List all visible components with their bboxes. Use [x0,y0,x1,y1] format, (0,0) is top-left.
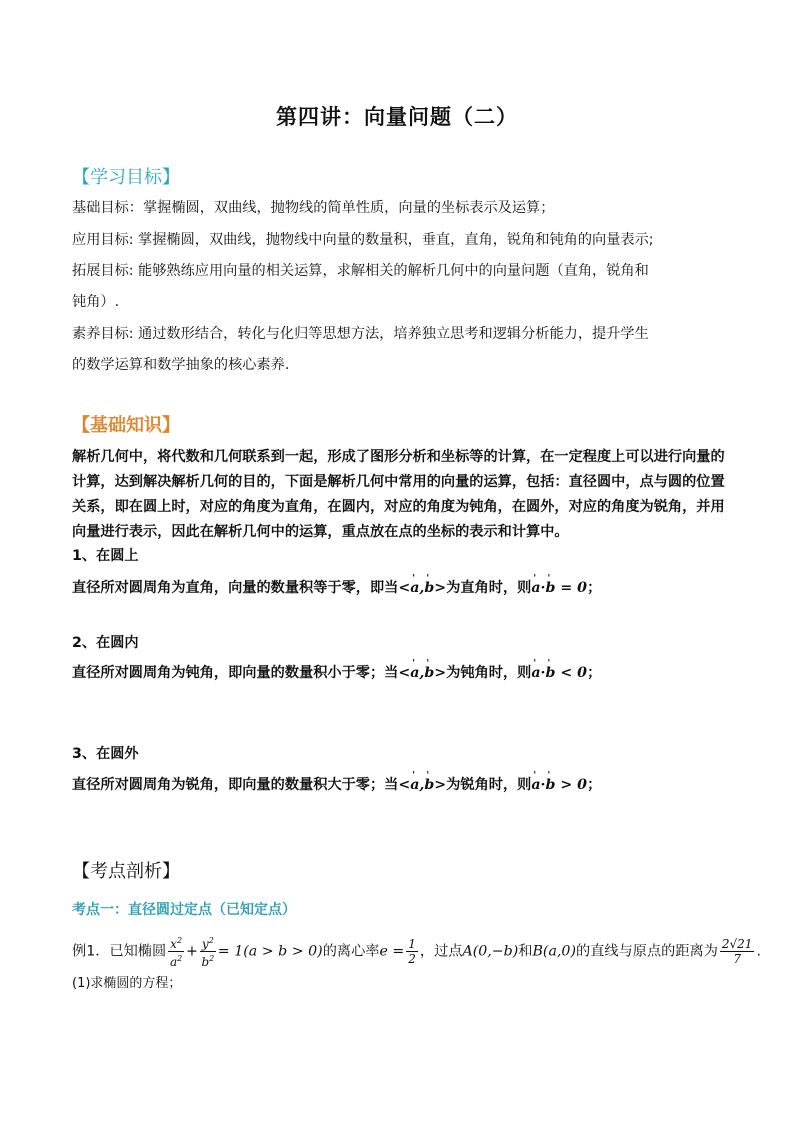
case-title: 2、在圆内 [72,635,139,651]
point-b: B(a,0) [532,943,576,960]
ellipse-y-term: $\frac{y^2}{b^2}$ [201,936,215,969]
distance-fraction: $\frac{2√21}{7}$ [721,937,753,966]
case-mid: 为钝角时，则 [446,665,532,681]
example-mid3: 的直线与原点的距离为 [576,943,718,960]
dot-product-expression: ' a·' b < 0 [531,665,587,681]
goal-line: 基础目标：掌握椭圆，双曲线，抛物线的简单性质，向量的坐标表示及运算； [72,200,555,216]
example-mid1: 的离心率 [322,943,380,960]
basics-intro-line: 向量进行表示，因此在解析几何中的运算，重点放在点的坐标的表示和计算中。 [72,524,569,540]
goal-line: 钝角）. [72,294,120,310]
eccentricity-fraction: $\frac{1}{2}$ [408,937,416,966]
goal-line: 应用目标: 掌握椭圆，双曲线，抛物线中向量的数量积，垂直，直角，锐角和钝角的向量表示; [72,232,654,248]
example-prefix: 例1．已知椭圆 [72,943,167,960]
dot-product-expression: ' a·' b > 0 [531,777,587,793]
example-1: 例1．已知椭圆 $\frac{x^2}{a^2}$ + $\frac{y^2}{b^2}$ = 1(a > b > 0)的离心率e = $\frac{1}{2}$ ，过点A(0,−b)和B(a,0)的直线与原点的距离为 $\frac{2√21}{7}$ . [72,936,761,969]
case-end: ； [587,580,602,596]
example-and: 和 [518,943,533,960]
ellipse-x-term: $\frac{x^2}{a^2}$ [169,936,183,969]
example-end: . [756,943,761,960]
case-statement [72,578,601,598]
case-text: 直径所对圆周角为直角，向量的数量积等于零，即当 [72,580,399,596]
eccentricity-label: e = [379,943,405,960]
case-text: 直径所对圆周角为钝角，即向量的数量积小于零；当 [72,665,399,681]
dot-product-expression: ' a·' b = 0 [531,580,587,596]
goal-line: 拓展目标: 能够熟练应用向量的相关运算，求解相关的解析几何中的向量问题（直角，锐角和 [72,263,649,279]
case-mid: 为锐角时，则 [446,777,532,793]
case-statement [72,775,601,795]
angle-expression: <' a,' b> [398,665,446,681]
learning-goals-heading: 【学习目标】 [72,167,180,188]
analysis-heading: 【考点剖析】 [72,861,180,882]
goal-line: 的数学运算和数学抽象的核心素养. [72,357,290,373]
ellipse-condition: (a > b > 0) [243,943,323,960]
case-end: ； [587,665,602,681]
basics-heading: 【基础知识】 [72,415,180,436]
ellipse-relation: = 1 [217,943,244,960]
question-1: (1)求椭圆的方程； [72,976,182,991]
goal-line: 素养目标: 通过数形结合，转化与化归等思想方法，培养独立思考和逻辑分析能力，提升学生 [72,326,649,342]
case-mid: 为直角时，则 [446,580,532,596]
page-title: 第四讲：向量问题（二） [276,105,518,129]
angle-expression: <' a,' b> [398,580,446,596]
basics-intro-line: 解析几何中，将代数和几何联系到一起，形成了图形分析和坐标等的计算，在一定程度上可以进行向量的 [72,449,725,465]
angle-expression: <' a,' b> [398,777,446,793]
relation: < 0 [560,665,588,681]
exam-point-1: 考点一：直径圆过定点（已知定点） [72,902,296,918]
point-a: A(0,−b) [462,943,519,960]
example-mid2: ，过点 [419,943,463,960]
basics-intro-line: 关系，即在圆上时，对应的角度为直角，在圆内，对应的角度为钝角，在圆外，对应的角度为锐角，并用 [72,499,725,515]
case-text: 直径所对圆周角为锐角，即向量的数量积大于零；当 [72,777,399,793]
relation: = 0 [560,580,588,596]
case-statement [72,663,601,683]
case-title: 1、在圆上 [72,548,139,564]
basics-intro-line: 计算，达到解决解析几何的目的，下面是解析几何中常用的向量的运算，包括：直径圆中，点与圆的位置 [72,474,725,490]
case-title: 3、在圆外 [72,746,139,762]
relation: > 0 [560,777,588,793]
case-end: ； [587,777,602,793]
